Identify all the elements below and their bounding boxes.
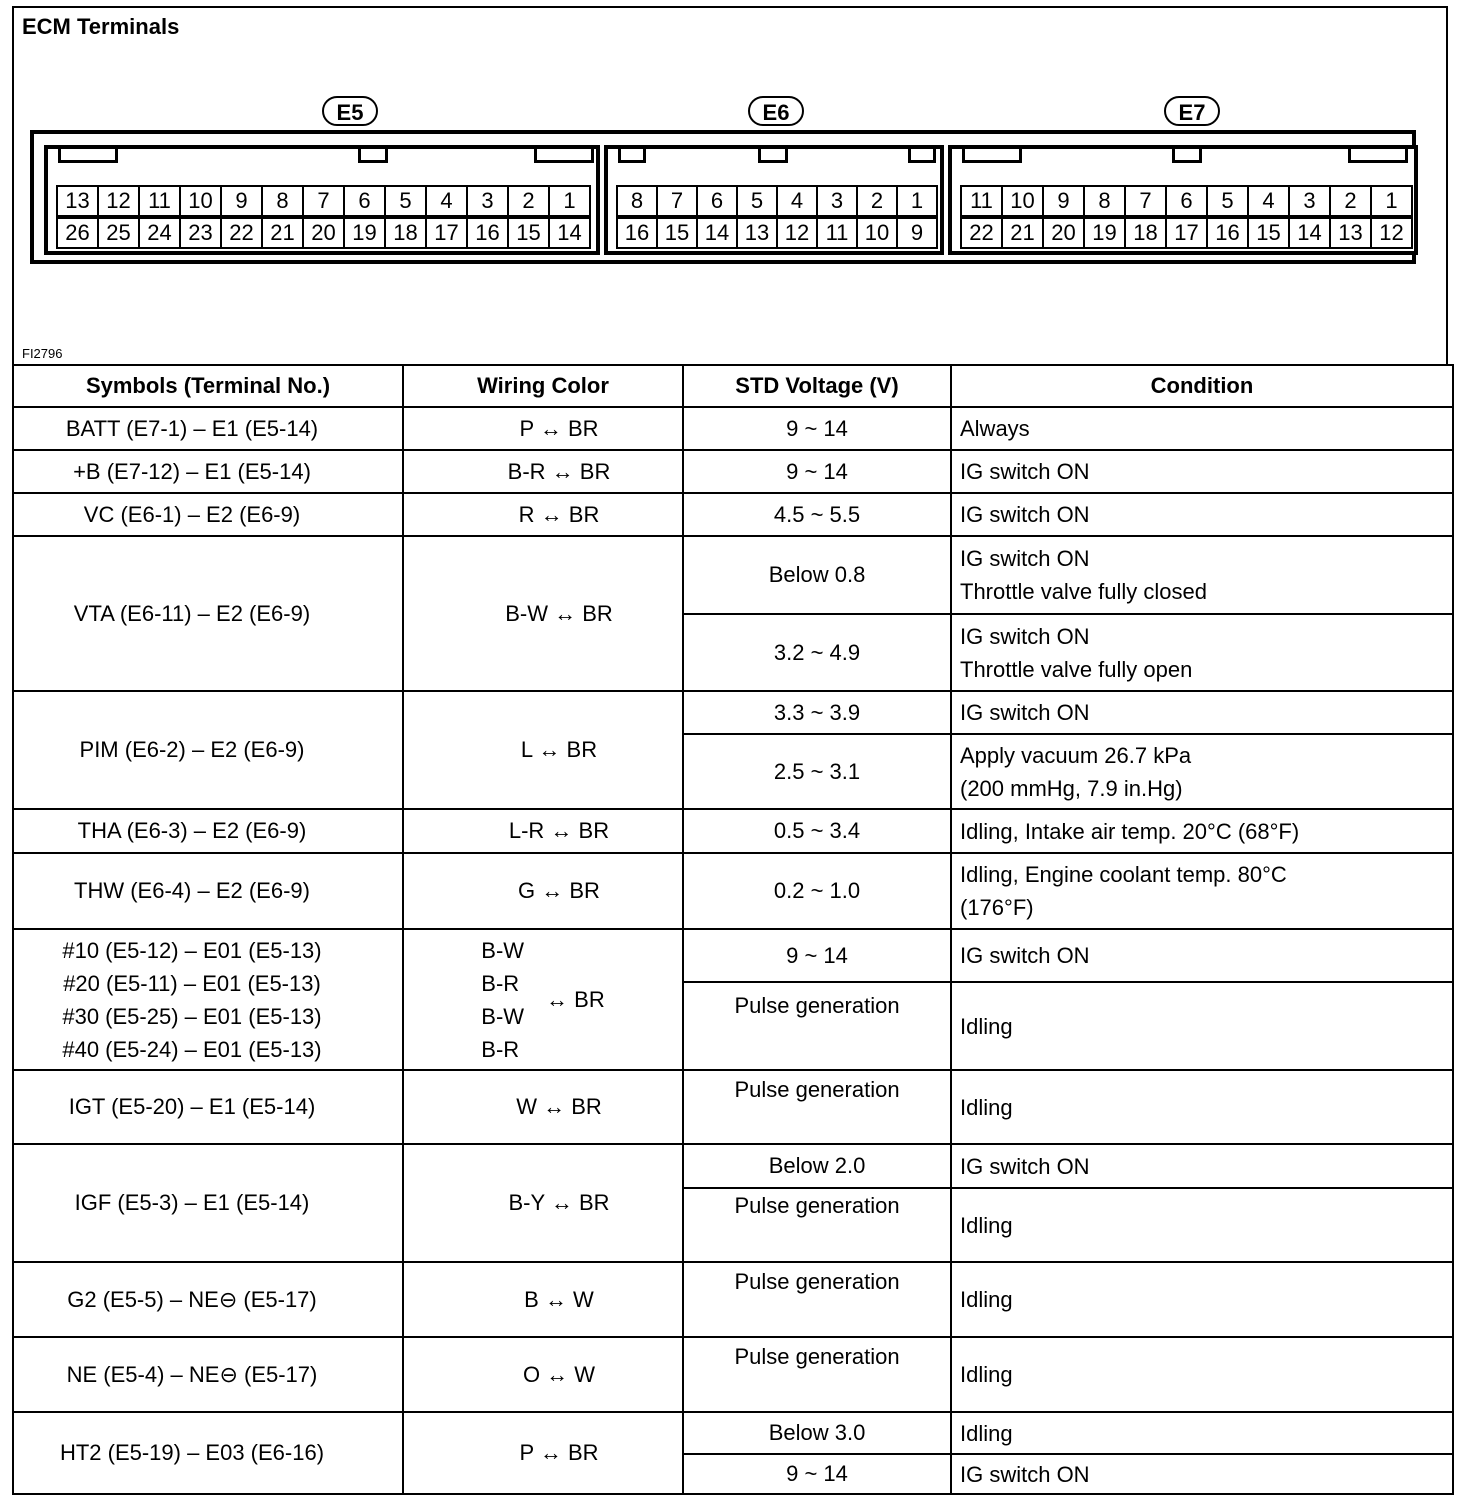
terminal-pin: 5 — [384, 185, 427, 217]
condition-line: IG switch ON — [960, 700, 1090, 725]
wiring-cell: B-Y ↔ BR — [403, 1144, 683, 1262]
latch-notch — [58, 149, 118, 163]
terminal-pin: 4 — [776, 185, 818, 217]
terminal-pin: 19 — [1083, 217, 1126, 249]
header-condition: Condition — [951, 365, 1453, 407]
voltage-cell: 0.2 ~ 1.0 — [683, 853, 951, 929]
symbol-cell: VC (E6-1) – E2 (E6-9) — [13, 493, 403, 536]
voltage-cell: 3.2 ~ 4.9 — [683, 614, 951, 691]
symbol-cell: NE (E5-4) – NE⊖ (E5-17) — [13, 1337, 403, 1412]
condition-cell — [951, 493, 1453, 536]
terminal-pin: 21 — [1001, 217, 1044, 249]
table-row — [13, 407, 1453, 450]
condition-line: IG switch ON — [960, 502, 1090, 527]
terminal-pin: 6 — [343, 185, 386, 217]
terminal-pin: 4 — [425, 185, 468, 217]
condition-cell — [951, 1412, 1453, 1454]
table-header-row — [13, 365, 1453, 407]
terminal-pin: 17 — [425, 217, 468, 249]
terminal-pin: 1 — [896, 185, 938, 217]
terminal-pin: 6 — [696, 185, 738, 217]
injector-ground-color: ↔ BR — [546, 986, 605, 1012]
voltage-cell: Pulse generation — [683, 1188, 951, 1262]
voltage-cell: 2.5 ~ 3.1 — [683, 734, 951, 809]
injector-symbol-10: #10 (E5-12) – E01 (E5-13) — [62, 937, 322, 963]
condition-line: Idling — [960, 1420, 1013, 1446]
injector-color: B-W — [481, 1003, 525, 1029]
voltage-cell: 3.3 ~ 3.9 — [683, 691, 951, 734]
symbol-cell: G2 (E5-5) – NE⊖ (E5-17) — [13, 1262, 403, 1337]
condition-cell — [951, 1337, 1453, 1412]
terminal-pin: 13 — [736, 217, 778, 249]
condition-cell — [951, 450, 1453, 493]
terminal-pin: 3 — [816, 185, 858, 217]
table-row — [13, 450, 1453, 493]
terminal-pin: 5 — [736, 185, 778, 217]
voltage-cell: 9 ~ 14 — [683, 1454, 951, 1494]
injector-symbol-30: #30 (E5-25) – E01 (E5-13) — [62, 1003, 322, 1029]
table-row — [13, 1412, 1453, 1454]
terminal-pin: 8 — [261, 185, 304, 217]
symbol-cell: THW (E6-4) – E2 (E6-9) — [13, 853, 403, 929]
voltage-cell: Below 0.8 — [683, 536, 951, 614]
header-wiring-color: Wiring Color — [403, 365, 683, 407]
terminal-pin: 12 — [1370, 217, 1413, 249]
condition-line: Idling — [960, 1362, 1013, 1387]
injector-symbol-20: #20 (E5-11) – E01 (E5-13) — [63, 970, 321, 996]
latch-notch — [758, 149, 788, 163]
terminal-pin: 10 — [856, 217, 898, 249]
latch-notch — [908, 149, 936, 163]
terminal-pin: 13 — [56, 185, 99, 217]
terminal-pin: 16 — [616, 217, 658, 249]
symbol-cell — [13, 929, 403, 1070]
voltage-cell: Pulse generation — [683, 1070, 951, 1144]
condition-cell — [951, 734, 1453, 809]
condition-cell — [951, 1188, 1453, 1262]
condition-cell — [951, 982, 1453, 1070]
terminal-pin: 18 — [1124, 217, 1167, 249]
terminal-pin: 9 — [896, 217, 938, 249]
connector-label-e7: E7 — [1164, 96, 1220, 126]
table-row — [13, 809, 1453, 853]
condition-line: Throttle valve fully open — [960, 656, 1193, 682]
condition-line: Idling — [960, 1094, 1013, 1120]
terminal-pin: 10 — [1001, 185, 1044, 217]
condition-line: IG switch ON — [960, 943, 1090, 968]
condition-line: IG switch ON — [960, 546, 1090, 571]
injector-wiring-group — [412, 934, 674, 1066]
voltage-cell: Pulse generation — [683, 1337, 951, 1412]
terminal-pin: 2 — [507, 185, 550, 217]
condition-line: Idling — [960, 1013, 1013, 1039]
voltage-cell: 9 ~ 14 — [683, 450, 951, 493]
terminal-pin: 13 — [1329, 217, 1372, 249]
symbol-cell: IGF (E5-3) – E1 (E5-14) — [13, 1144, 403, 1262]
condition-cell — [951, 691, 1453, 734]
condition-line: Idling — [960, 1212, 1013, 1238]
injector-color: B-R — [481, 1036, 520, 1062]
table-row — [13, 1337, 1453, 1412]
terminal-pin: 18 — [384, 217, 427, 249]
condition-line: (200 mmHg, 7.9 in.Hg) — [960, 775, 1183, 801]
terminal-pin: 16 — [1206, 217, 1249, 249]
header-std-voltage: STD Voltage (V) — [683, 365, 951, 407]
wiring-cell — [403, 929, 683, 1070]
voltage-cell: Pulse generation — [683, 982, 951, 1070]
connector-e7 — [948, 145, 1418, 255]
condition-line: IG switch ON — [960, 1461, 1090, 1487]
terminal-pin: 14 — [696, 217, 738, 249]
latch-notch — [358, 149, 388, 163]
condition-line: Apply vacuum 26.7 kPa — [960, 742, 1192, 768]
header-symbols: Symbols (Terminal No.) — [13, 365, 403, 407]
wiring-cell: L-R ↔ BR — [403, 809, 683, 853]
terminal-pin: 7 — [656, 185, 698, 217]
terminal-pin: 23 — [179, 217, 222, 249]
symbol-cell: THA (E6-3) – E2 (E6-9) — [13, 809, 403, 853]
connector-label-e6: E6 — [748, 96, 804, 126]
terminal-pin: 22 — [960, 217, 1003, 249]
terminal-pin: 11 — [138, 185, 181, 217]
terminal-pin: 5 — [1206, 185, 1249, 217]
table-row — [13, 929, 1453, 982]
connector-label-e5: E5 — [322, 96, 378, 126]
condition-cell — [951, 536, 1453, 614]
injector-symbol-40: #40 (E5-24) – E01 (E5-13) — [62, 1036, 322, 1062]
condition-cell — [951, 407, 1453, 450]
symbol-cell: +B (E7-12) – E1 (E5-14) — [13, 450, 403, 493]
wiring-cell: B-W ↔ BR — [403, 536, 683, 691]
figure-id: FI2796 — [22, 346, 63, 361]
terminal-pin: 21 — [261, 217, 304, 249]
symbol-cell: PIM (E6-2) – E2 (E6-9) — [13, 691, 403, 809]
terminal-pin: 15 — [656, 217, 698, 249]
table-row — [13, 853, 1453, 929]
injector-color: B-R — [481, 970, 520, 996]
terminal-pin: 14 — [548, 217, 591, 249]
terminal-pin: 10 — [179, 185, 222, 217]
symbol-cell: HT2 (E5-19) – E03 (E6-16) — [13, 1412, 403, 1494]
terminal-pin: 24 — [138, 217, 181, 249]
table-row — [13, 493, 1453, 536]
terminal-pin: 3 — [466, 185, 509, 217]
condition-cell — [951, 1070, 1453, 1144]
wiring-cell: B-R ↔ BR — [403, 450, 683, 493]
terminal-pin: 15 — [507, 217, 550, 249]
wiring-cell: W ↔ BR — [403, 1070, 683, 1144]
pin-row-bottom — [58, 217, 591, 249]
wiring-cell: R ↔ BR — [403, 493, 683, 536]
latch-notch — [1172, 149, 1202, 163]
condition-line: (176°F) — [960, 895, 1034, 920]
figure-title: ECM Terminals — [22, 14, 180, 39]
table-row — [13, 691, 1453, 734]
voltage-cell: 9 ~ 14 — [683, 929, 951, 982]
terminal-pin: 17 — [1165, 217, 1208, 249]
wiring-cell: B ↔ W — [403, 1262, 683, 1337]
terminal-pin: 20 — [1042, 217, 1085, 249]
latch-notch — [1348, 149, 1408, 163]
table-row — [13, 536, 1453, 614]
terminal-pin: 3 — [1288, 185, 1331, 217]
terminal-pin: 11 — [960, 185, 1003, 217]
terminal-pin: 26 — [56, 217, 99, 249]
voltage-cell: Below 2.0 — [683, 1144, 951, 1188]
terminal-pin: 12 — [776, 217, 818, 249]
terminal-pin: 12 — [97, 185, 140, 217]
pin-row-bottom — [618, 217, 938, 249]
table-row — [13, 1070, 1453, 1144]
condition-cell — [951, 1262, 1453, 1337]
injector-color: B-W — [481, 937, 525, 963]
injector-colors — [481, 934, 524, 1066]
terminal-pin: 1 — [1370, 185, 1413, 217]
terminal-pin: 2 — [1329, 185, 1372, 217]
condition-cell — [951, 1454, 1453, 1494]
voltage-cell: 4.5 ~ 5.5 — [683, 493, 951, 536]
table-row — [13, 1262, 1453, 1337]
terminal-pin: 20 — [302, 217, 345, 249]
terminal-pin: 4 — [1247, 185, 1290, 217]
terminal-pin: 14 — [1288, 217, 1331, 249]
wiring-cell: P ↔ BR — [403, 1412, 683, 1494]
terminal-pin: 2 — [856, 185, 898, 217]
condition-line: Throttle valve fully closed — [960, 579, 1207, 604]
terminal-pin: 1 — [548, 185, 591, 217]
voltage-cell: 0.5 ~ 3.4 — [683, 809, 951, 853]
terminal-pin: 7 — [302, 185, 345, 217]
pin-row-top — [962, 185, 1413, 217]
latch-notch — [962, 149, 1022, 163]
terminal-pin: 8 — [616, 185, 658, 217]
voltage-cell: Pulse generation — [683, 1262, 951, 1337]
symbol-cell: IGT (E5-20) – E1 (E5-14) — [13, 1070, 403, 1144]
condition-cell — [951, 614, 1453, 691]
table-row — [13, 1144, 1453, 1188]
terminal-pin: 7 — [1124, 185, 1167, 217]
voltage-cell: 9 ~ 14 — [683, 407, 951, 450]
terminal-pin: 9 — [220, 185, 263, 217]
wiring-cell: L ↔ BR — [403, 691, 683, 809]
terminal-pin: 16 — [466, 217, 509, 249]
latch-notch — [534, 149, 594, 163]
condition-line: IG switch ON — [960, 459, 1090, 484]
terminal-pin: 11 — [816, 217, 858, 249]
symbol-cell: VTA (E6-11) – E2 (E6-9) — [13, 536, 403, 691]
condition-cell — [951, 1144, 1453, 1188]
terminal-pin: 6 — [1165, 185, 1208, 217]
connector-e5 — [44, 145, 600, 255]
terminal-pin: 8 — [1083, 185, 1126, 217]
condition-line: Idling, Intake air temp. 20°C (68°F) — [960, 818, 1300, 844]
wiring-cell: P ↔ BR — [403, 407, 683, 450]
condition-line: IG switch ON — [960, 1153, 1090, 1179]
condition-cell — [951, 853, 1453, 929]
terminal-pin: 15 — [1247, 217, 1290, 249]
condition-cell — [951, 929, 1453, 982]
terminal-pin: 9 — [1042, 185, 1085, 217]
condition-line: Idling — [960, 1287, 1013, 1312]
terminal-pin: 22 — [220, 217, 263, 249]
symbol-cell: BATT (E7-1) – E1 (E5-14) — [13, 407, 403, 450]
voltage-cell: Below 3.0 — [683, 1412, 951, 1454]
pin-row-bottom — [962, 217, 1413, 249]
wiring-cell: G ↔ BR — [403, 853, 683, 929]
terminal-pin: 25 — [97, 217, 140, 249]
connector-e6 — [604, 145, 944, 255]
condition-line: Always — [960, 416, 1030, 441]
condition-line: IG switch ON — [960, 623, 1090, 649]
ecm-terminal-table — [12, 364, 1454, 1495]
terminal-pin: 19 — [343, 217, 386, 249]
condition-cell — [951, 809, 1453, 853]
latch-notch — [618, 149, 646, 163]
condition-line: Idling, Engine coolant temp. 80°C — [960, 862, 1287, 887]
wiring-cell: O ↔ W — [403, 1337, 683, 1412]
pin-row-top — [58, 185, 591, 217]
pin-row-top — [618, 185, 938, 217]
